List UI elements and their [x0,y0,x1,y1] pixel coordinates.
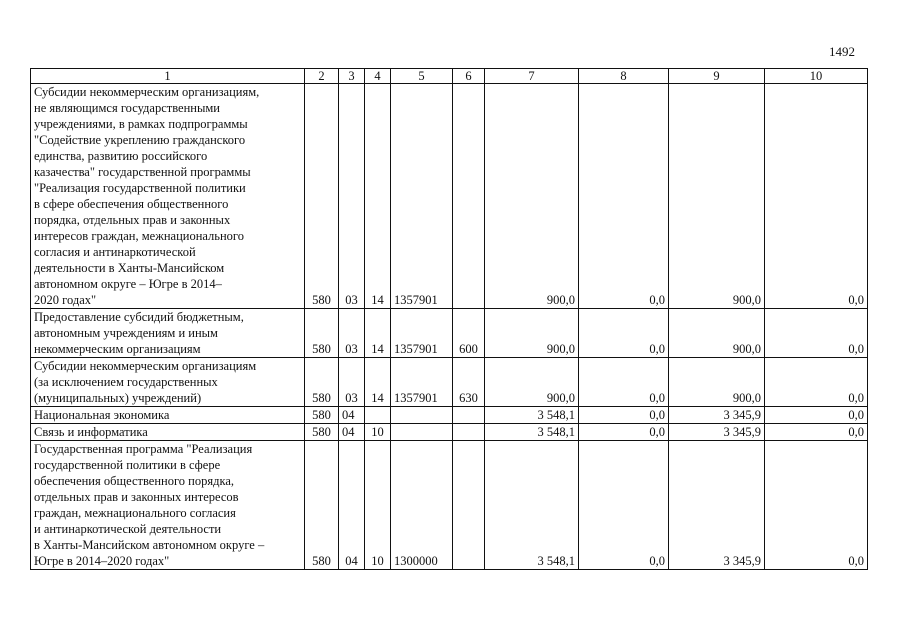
cell-admin: 580 [305,84,339,309]
cell-subsection [365,407,391,424]
cell-section: 04 [339,407,365,424]
cell-amount-7: 900,0 [485,84,579,309]
cell-target: 1300000 [391,441,453,570]
cell-admin: 580 [305,358,339,407]
cell-target: 1357901 [391,84,453,309]
cell-type [453,424,485,441]
cell-amount-8: 0,0 [579,84,669,309]
cell-amount-9: 900,0 [669,309,765,358]
cell-amount-10: 0,0 [765,407,868,424]
cell-type [453,407,485,424]
table-row [31,441,868,570]
cell-amount-10: 0,0 [765,424,868,441]
header-row [31,69,868,84]
col-header-3: 3 [339,69,365,84]
table-row [31,309,868,358]
cell-amount-7: 3 548,1 [485,424,579,441]
cell-subsection: 14 [365,84,391,309]
cell-amount-9: 3 345,9 [669,441,765,570]
row-name: Субсидии некоммерческим организациям, не являющимся государственными учреждениями, в рамках подпрограммы "Содействие укреплению гражданского единства, развитию российского казачества" государственной программы "Реализация государственной политики в сфере обеспечения общественного порядка, отдельных прав и законных интересов граждан, межнационального согласия и антинаркотической деятельности в Ханты-Мансийском автономном округе – Югре в 2014– 2020 годах" [31,84,305,309]
cell-admin: 580 [305,441,339,570]
row-name: Предоставление субсидий бюджетным, автономным учреждениям и иным некоммерческим организациям [31,309,305,358]
col-header-8: 8 [579,69,669,84]
cell-type: 630 [453,358,485,407]
cell-type [453,84,485,309]
cell-amount-8: 0,0 [579,358,669,407]
cell-section: 04 [339,441,365,570]
row-name: Связь и информатика [31,424,305,441]
cell-amount-7: 3 548,1 [485,407,579,424]
cell-amount-7: 3 548,1 [485,441,579,570]
cell-subsection: 10 [365,424,391,441]
budget-table [30,68,868,570]
cell-amount-9: 900,0 [669,358,765,407]
cell-amount-10: 0,0 [765,358,868,407]
col-header-5: 5 [391,69,453,84]
cell-section: 03 [339,309,365,358]
row-name: Национальная экономика [31,407,305,424]
cell-section: 04 [339,424,365,441]
cell-subsection: 10 [365,441,391,570]
table-row [31,407,868,424]
col-header-2: 2 [305,69,339,84]
cell-amount-8: 0,0 [579,424,669,441]
cell-amount-7: 900,0 [485,358,579,407]
cell-amount-10: 0,0 [765,309,868,358]
table-row [31,424,868,441]
cell-amount-9: 900,0 [669,84,765,309]
cell-target: 1357901 [391,358,453,407]
cell-target [391,407,453,424]
col-header-9: 9 [669,69,765,84]
row-name: Государственная программа "Реализация государственной политики в сфере обеспечения общественного порядка, отдельных прав и законных интересов граждан, межнационального согласия и антинаркотической деятельности в Ханты-Мансийском автономном округе – Югре в 2014–2020 годах" [31,441,305,570]
cell-amount-8: 0,0 [579,407,669,424]
page-number: 1492 [829,44,855,59]
cell-section: 03 [339,358,365,407]
cell-type [453,441,485,570]
cell-admin: 580 [305,407,339,424]
cell-subsection: 14 [365,309,391,358]
cell-amount-9: 3 345,9 [669,407,765,424]
cell-amount-10: 0,0 [765,84,868,309]
cell-section: 03 [339,84,365,309]
cell-amount-8: 0,0 [579,441,669,570]
cell-amount-9: 3 345,9 [669,424,765,441]
cell-amount-8: 0,0 [579,309,669,358]
cell-target [391,424,453,441]
cell-amount-10: 0,0 [765,441,868,570]
col-header-7: 7 [485,69,579,84]
table-row [31,84,868,309]
table-row [31,358,868,407]
row-name: Субсидии некоммерческим организациям (за исключением государственных (муниципальных) учреждений) [31,358,305,407]
cell-target: 1357901 [391,309,453,358]
col-header-1: 1 [31,69,305,84]
cell-admin: 580 [305,424,339,441]
col-header-4: 4 [365,69,391,84]
cell-amount-7: 900,0 [485,309,579,358]
cell-type: 600 [453,309,485,358]
cell-subsection: 14 [365,358,391,407]
col-header-6: 6 [453,69,485,84]
col-header-10: 10 [765,69,868,84]
cell-admin: 580 [305,309,339,358]
